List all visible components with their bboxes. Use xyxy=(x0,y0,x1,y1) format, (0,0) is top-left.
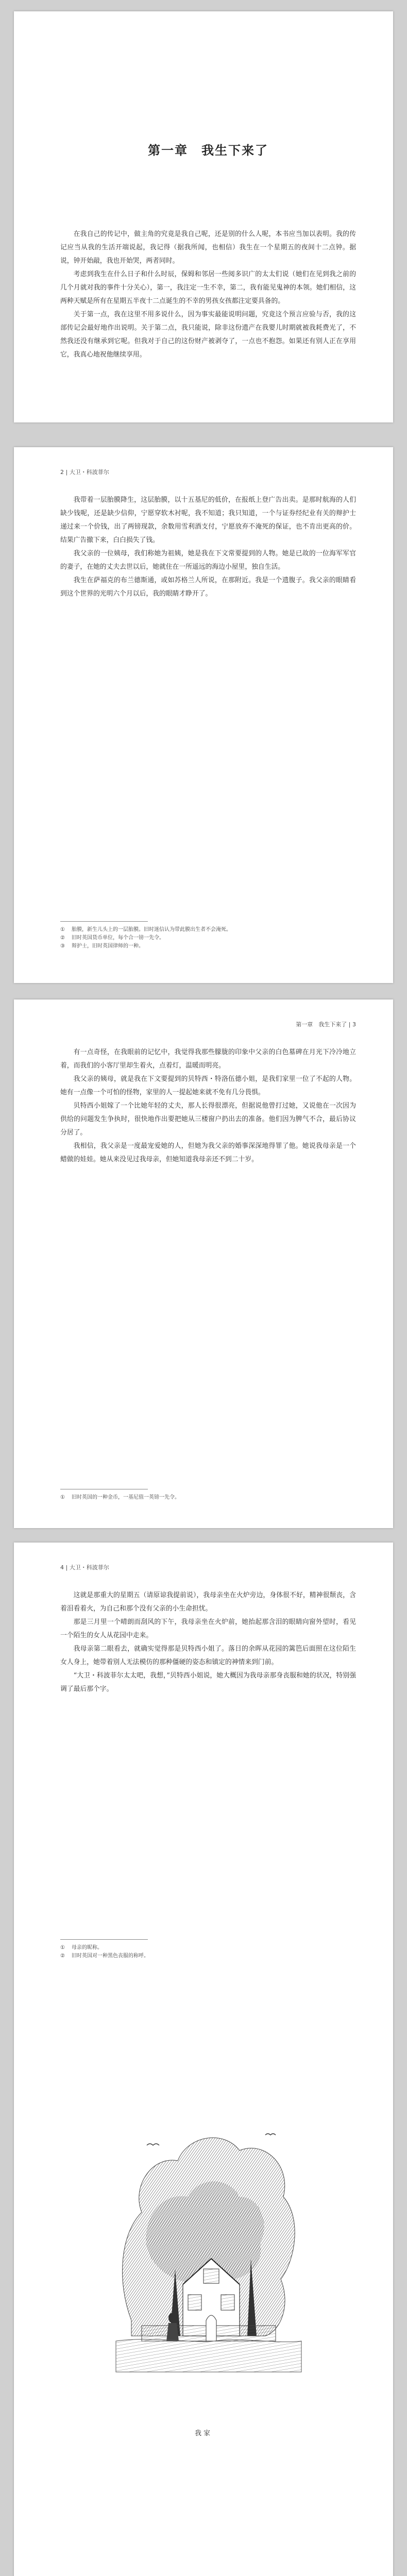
page-4 xyxy=(14,1543,393,2576)
page-body xyxy=(60,494,356,601)
footnote-mark: ① xyxy=(60,927,65,933)
page-body xyxy=(60,1046,356,1166)
footnote-mark: ① xyxy=(60,1495,65,1500)
footnotes xyxy=(60,1939,356,1960)
running-head: 4 | 大卫・科波菲尔 xyxy=(60,1564,109,1571)
footnote-text: 旧时英国对一种黑色丧服的称呼。 xyxy=(72,1953,149,1959)
paragraph: 我生在萨福克的布兰德斯通，或如苏格兰人所说，在那附近。我是一个遗腹子。我父亲的眼睛看到这个世界的光明六个月以后，我的眼睛才睁开了。 xyxy=(60,577,356,598)
footnote-rule xyxy=(60,1939,148,1940)
illustration-caption: 我家 xyxy=(194,2430,212,2437)
paragraph: “大卫・科波菲尔太太吧，我想，”贝特西小姐说，她大概因为我母亲那身丧服和她的状况，特别强调了最后那个字。 xyxy=(60,1672,356,1693)
page-body xyxy=(60,1589,356,1696)
paragraph: 考虑到我生在什么日子和什么时辰，保姆和邻居一些阅多识广的太太们说（她们在见到我之前的几个月就对我的事件十分关心），第一，我注定一生不幸，第二，我有能见鬼神的本领。她们相信，这两种天赋是所有在星期五半夜十二点诞生的不幸的男孩女孩都注定要具备的。 xyxy=(60,270,356,305)
paragraph: 有一点奇怪，在我眼前的记忆中，我觉得我那些朦胧的印象中父亲的白色墓碑在月光下冷冷地立着，而我们的小客厅里却生着火，点着灯，温暖而明亮。 xyxy=(60,1048,356,1070)
paragraph: 关于第一点，我在这里不用多说什么，因为事实最能说明问题，究竟这个预言应验与否，我的这部传记会最好地作出说明。关于第二点，我只能说，除非这份遗产在我婴儿时期就被我耗费光了，不然我还没有继承到它呢。但我对于自己的这份财产被剥夺了，一点也不抱怨。如果还有别人正在享用它，我真心地祝他继续享用。 xyxy=(60,311,356,359)
page-body xyxy=(60,228,356,362)
footnotes xyxy=(60,1489,356,1502)
footnote xyxy=(60,926,356,934)
running-head: 第一章 我生下来了 | 3 xyxy=(296,1021,356,1028)
house-illustration xyxy=(111,2114,307,2382)
footnote-text: 旧时英国货币单位，每个合一镑一先令。 xyxy=(72,935,164,941)
page-2 xyxy=(14,447,393,983)
paragraph: 贝特西小姐嫁了一个比她年轻的丈夫，那人长得很漂亮，但据说他曾打过她，又说他在一次因为供给的问题发生争执时，很快地作出要把她从三楼窗户扔出去的准备。他们因为脾气不合，最后协议分居了。 xyxy=(60,1102,356,1137)
footnotes xyxy=(60,921,356,951)
paragraph: 我父亲的一位姨母，我们称她为祖姨，她是我在下文常要提到的人物。她是已故的一位海军军官的妻子，在她的丈夫去世以后，她就住在一所遥远的海边小屋里，独自生活。 xyxy=(60,550,356,571)
footnote-mark: ② xyxy=(60,1953,65,1959)
chapter-title: 第一章 我生下来了 xyxy=(148,143,268,158)
footnote xyxy=(60,1952,356,1960)
paragraph: 我父亲的姨母，就是我在下文要提到的贝特西・特洛伍德小姐，是我们家里一位了不起的人物。她有一点像一个可怕的怪物，家里的人一提起她来就不免有几分畏惧。 xyxy=(60,1075,356,1096)
footnote-mark: ① xyxy=(60,1945,65,1951)
running-head: 2 | 大卫・科波菲尔 xyxy=(60,469,109,476)
footnote-text: 胎膜，新生儿头上的一层胎膜。旧时迷信认为带此膜出生者不会淹死。 xyxy=(72,927,231,933)
paragraph: 那是三月里一个晴朗而刮风的下午，我母亲坐在火炉前，她抬起那含泪的眼睛向窗外望时，看见一个陌生的女人从花园中走来。 xyxy=(60,1618,356,1639)
footnote xyxy=(60,1494,356,1502)
paragraph: 我相信，我父亲是一度最宠爱她的人，但她为我父亲的婚事深深地得罪了他。她说我母亲是一个蜡做的娃娃。她从来没见过我母亲，但她知道我母亲还不到二十岁。 xyxy=(60,1142,356,1163)
page-1 xyxy=(14,11,393,422)
paragraph: 我带着一层胎膜降生，这层胎膜，以十五基尼的低价，在报纸上登广告出卖。是那时航海的人们缺少钱呢，还是缺少信仰，宁愿穿软木衬呢，我不知道；我只知道，一个与证券经纪业有关的辩护士递过来一个价钱，出了两镑现款，余数用雪利酒支付，宁愿放弃不淹死的保证，也不肯出更高的价。结果广告撤下来，白白损失了钱。 xyxy=(60,496,356,544)
footnote xyxy=(60,934,356,942)
footnote-mark: ② xyxy=(60,935,65,941)
paragraph: 这就是那重大的星期五（请原谅我提前说），我母亲坐在火炉旁边，身体很不好，精神很颓丧，含着泪看着火，为自己和那个没有父亲的小生命担忧。 xyxy=(60,1591,356,1613)
footnote-text: 母亲的昵称。 xyxy=(72,1945,103,1951)
footnote-text: 旧时英国的一种金币，一基尼值一英镑一先令。 xyxy=(72,1495,180,1500)
footnote-rule xyxy=(60,921,148,922)
footnote xyxy=(60,1944,356,1952)
page-3 xyxy=(14,999,393,1528)
footnote-mark: ③ xyxy=(60,943,65,949)
paragraph: 我母亲第二眼看去，就确实觉得那是贝特西小姐了。落日的余晖从花园的篱笆后面照在这位陌生女人身上，她带着别人无法模仿的那种僵硬的姿态和镇定的神情来到门前。 xyxy=(60,1645,356,1666)
chapter-heading xyxy=(60,140,356,158)
footnote xyxy=(60,942,356,951)
footnote-text: 辩护士，旧时英国律师的一种。 xyxy=(72,943,144,949)
paragraph: 在我自己的传记中，做主角的究竟是我自己呢，还是别的什么人呢，本书应当加以表明。我的传记应当从我的生活开端说起，我记得（据我所闻，也相信）我生在一个星期五的夜间十二点钟。据说，钟开始敲，我也开始哭，两者同时。 xyxy=(60,230,356,265)
